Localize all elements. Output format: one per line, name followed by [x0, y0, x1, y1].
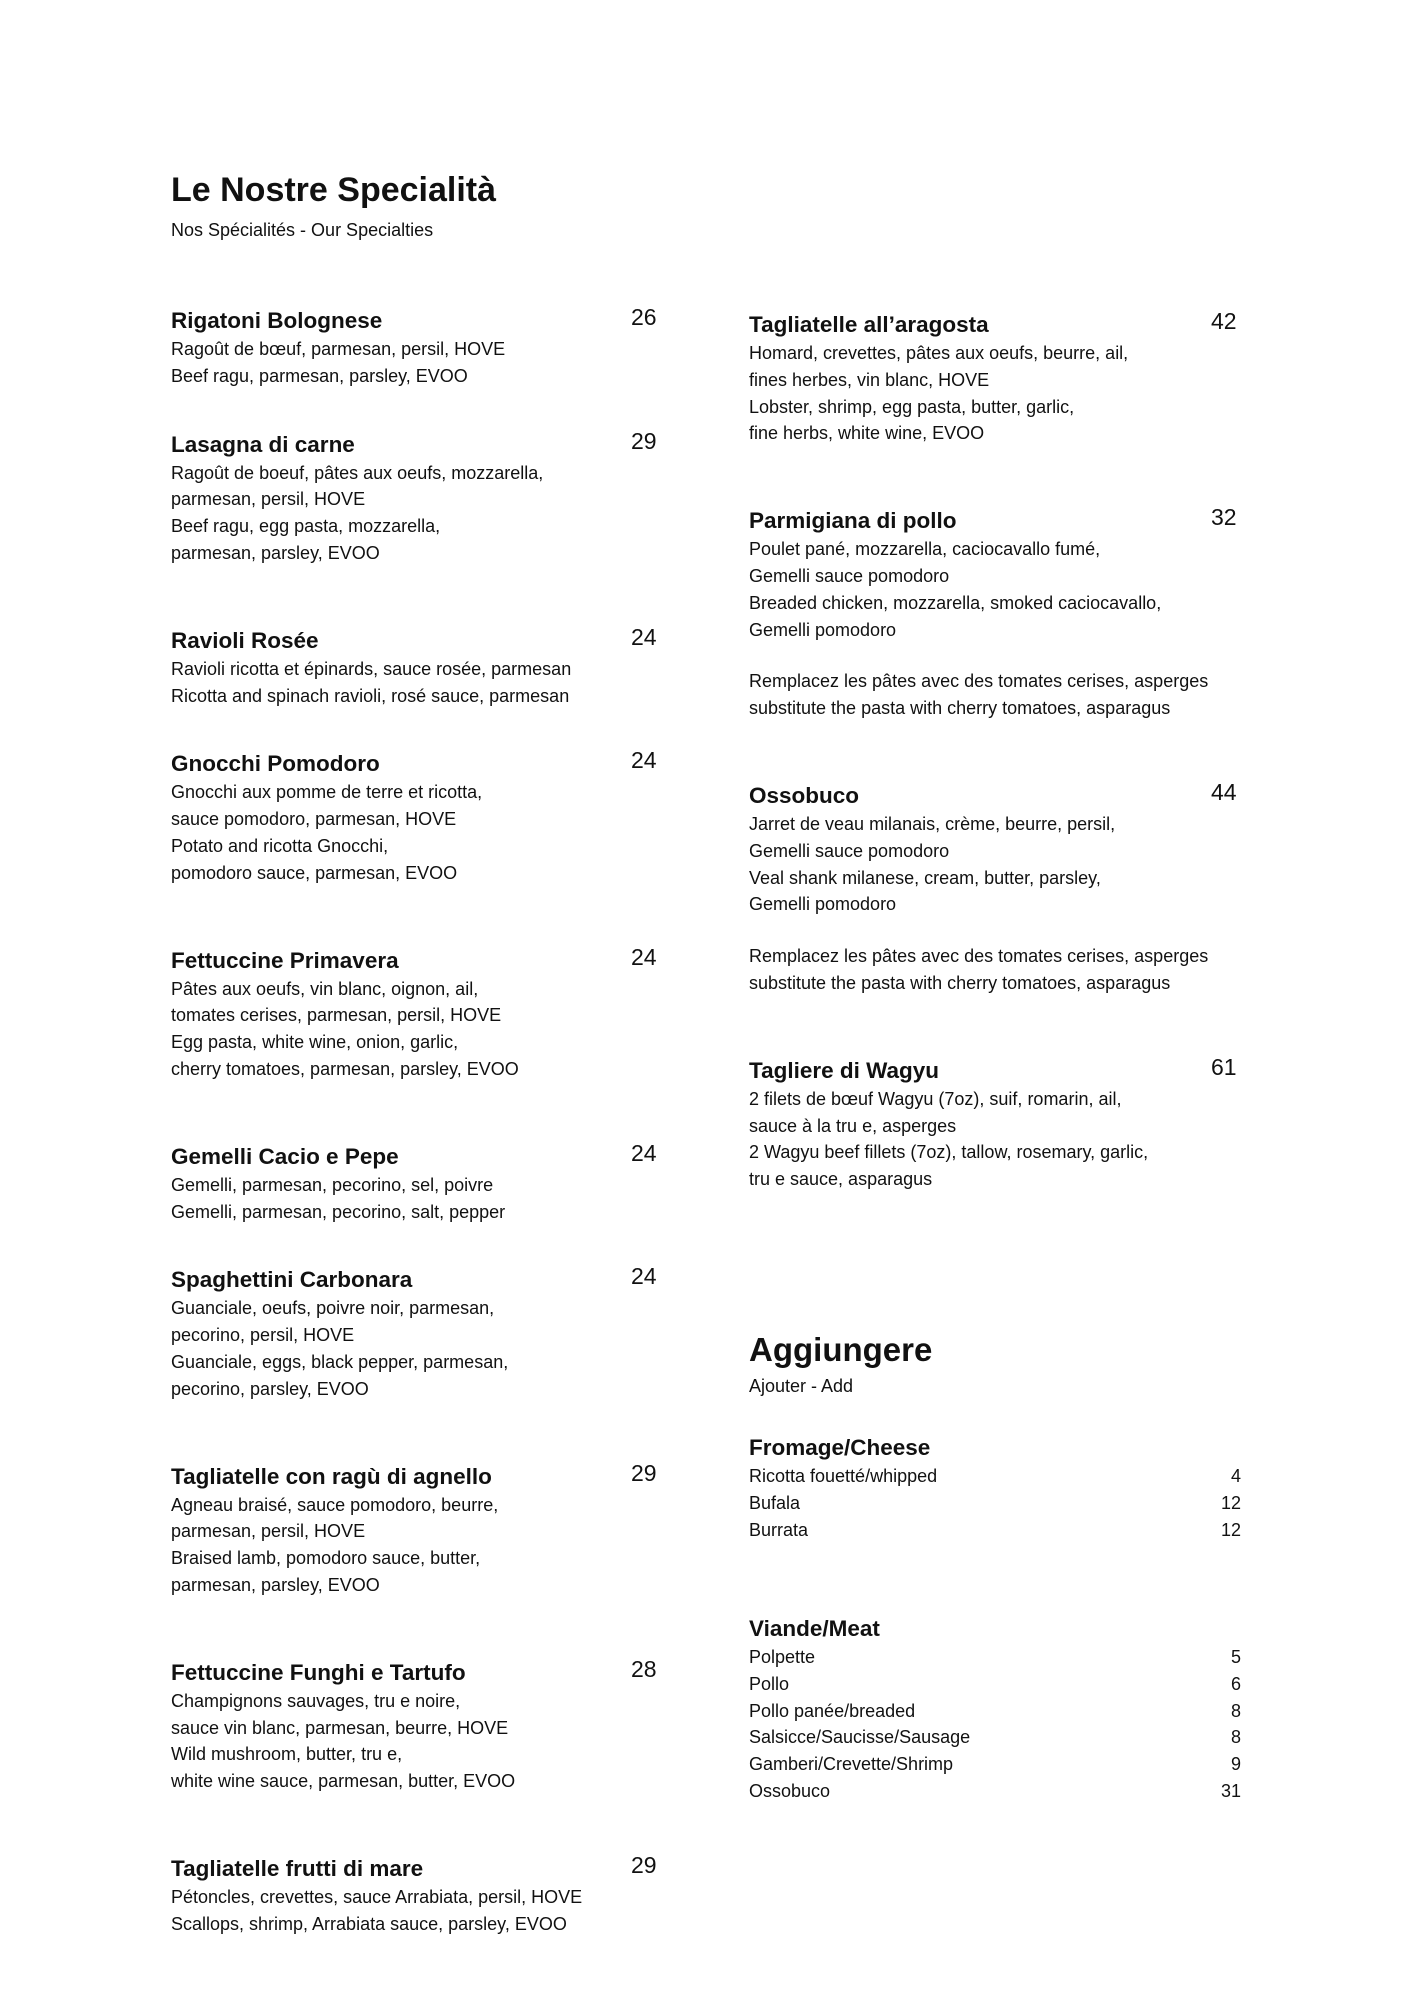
dish-price: 44	[1211, 778, 1237, 805]
dish-name: Rigatoni Bolognese	[171, 308, 383, 333]
dish-description-line: tomates cerises, parmesan, persil, HOVE	[171, 1005, 502, 1026]
dish-description-line: Pétoncles, crevettes, sauce Arrabiata, persil, HOVE	[171, 1886, 583, 1907]
dish-description-line: Ragoût de boeuf, pâtes aux oeufs, mozzarella,	[171, 462, 544, 483]
addons-subtitle: Ajouter - Add	[749, 1376, 854, 1396]
dish-name: Parmigiana di pollo	[749, 508, 957, 534]
dish-name: Tagliere di Wagyu	[749, 1057, 940, 1083]
dish-price: 29	[631, 1459, 657, 1486]
addon-price: 12	[1220, 1519, 1241, 1540]
addon-item	[749, 1490, 1241, 1517]
addon-price: 5	[1230, 1647, 1241, 1667]
addon-name: Gamberi/Crevette/Shrimp	[749, 1754, 954, 1775]
dish-name: Tagliatelle con ragù di agnello	[171, 1463, 492, 1489]
addon-name: Polpette	[749, 1647, 816, 1667]
addon-price: 12	[1220, 1492, 1241, 1513]
dish-price: 26	[631, 304, 657, 330]
dish-item	[749, 506, 1239, 722]
dish-price: 61	[1211, 1053, 1237, 1080]
dish-description-line: Gemelli pomodoro	[749, 619, 897, 640]
substitution-note: Remplacez les pâtes avec des tomates cerises, asperges	[749, 946, 1209, 967]
addon-item	[749, 1517, 1241, 1544]
dish-description-line: cherry tomatoes, parmesan, parsley, EVOO	[171, 1058, 519, 1079]
cheese-addon-group	[749, 1433, 1241, 1543]
dish-description-line: Gemelli pomodoro	[749, 894, 897, 915]
dish-description-line: Ragoût de bœuf, parmesan, persil, HOVE	[171, 339, 506, 359]
addon-price: 4	[1230, 1466, 1241, 1486]
substitution-note: substitute the pasta with cherry tomatoes, asparagus	[749, 698, 1171, 719]
dish-price: 42	[1211, 308, 1237, 334]
dish-name: Lasagna di carne	[171, 431, 355, 457]
dish-description-line: Gemelli, parmesan, pecorino, sel, poivre	[171, 1174, 494, 1195]
dish-description-line: parmesan, persil, HOVE	[171, 1521, 366, 1542]
dish-name: Tagliatelle frutti di mare	[171, 1855, 424, 1881]
dish-item	[171, 943, 661, 1083]
page-title: Le Nostre Specialità	[171, 171, 497, 209]
dish-description-line: tru e sauce, asparagus	[749, 1169, 933, 1190]
dish-description-line: sauce à la tru e, asperges	[749, 1115, 957, 1136]
dish-description-line: Guanciale, eggs, black pepper, parmesan,	[171, 1351, 509, 1372]
dish-description-line: parmesan, parsley, EVOO	[171, 542, 380, 563]
right-dish-column	[749, 310, 1239, 1193]
addon-item	[749, 1644, 1241, 1671]
dish-description-line: Gemelli, parmesan, pecorino, salt, pepper	[171, 1201, 506, 1222]
dish-description-line: Lobster, shrimp, egg pasta, butter, garlic,	[749, 396, 1075, 417]
dish-description-line: pomodoro sauce, parmesan, EVOO	[171, 862, 458, 883]
addon-price: 8	[1230, 1727, 1241, 1748]
addon-name: Pollo	[749, 1673, 790, 1694]
dish-name: Fettuccine Funghi e Tartufo	[171, 1659, 466, 1685]
dish-item	[171, 749, 661, 886]
addon-price: 31	[1220, 1780, 1241, 1801]
dish-description-line: Homard, crevettes, pâtes aux oeufs, beurre, ail,	[749, 343, 1129, 363]
addon-name: Ossobuco	[749, 1780, 831, 1801]
dish-item	[171, 1265, 661, 1402]
dish-description-line: Champignons sauvages, tru e noire,	[171, 1690, 461, 1711]
dish-item	[171, 623, 661, 710]
addon-price: 9	[1230, 1754, 1241, 1775]
addon-name: Salsicce/Saucisse/Sausage	[749, 1727, 971, 1748]
dish-item	[749, 310, 1239, 447]
dish-item	[749, 778, 1239, 997]
dish-description-line: pecorino, parsley, EVOO	[171, 1378, 369, 1399]
dish-description-line: Pâtes aux oeufs, vin blanc, oignon, ail,	[171, 978, 479, 999]
dish-price: 32	[1211, 504, 1237, 531]
dish-description-line: parmesan, parsley, EVOO	[171, 1574, 380, 1595]
addon-item	[749, 1698, 1241, 1725]
dish-price: 24	[631, 623, 657, 650]
substitution-note: substitute the pasta with cherry tomatoes, asparagus	[749, 972, 1171, 993]
page-subtitle: Nos Spécialités - Our Specialties	[171, 220, 434, 240]
dish-name: Spaghettini Carbonara	[171, 1267, 413, 1293]
dish-description-line: white wine sauce, parmesan, butter, EVOO	[171, 1771, 516, 1792]
dish-name: Gnocchi Pomodoro	[171, 751, 380, 777]
dish-name: Ravioli Rosée	[171, 627, 319, 653]
meat-addon-group	[749, 1614, 1241, 1805]
dish-description-line: fine herbs, white wine, EVOO	[749, 423, 985, 444]
left-dish-column	[171, 306, 661, 1938]
addon-item	[749, 1671, 1241, 1698]
dish-description-line: Guanciale, oeufs, poivre noir, parmesan,	[171, 1298, 495, 1319]
dish-price: 24	[631, 747, 657, 774]
addon-group-title: Fromage/Cheese	[749, 1435, 931, 1460]
addon-item	[749, 1751, 1241, 1778]
addon-item	[749, 1724, 1241, 1751]
dish-name: Ossobuco	[749, 782, 860, 808]
dish-price: 24	[631, 943, 657, 970]
dish-description-line: parmesan, persil, HOVE	[171, 489, 366, 510]
dish-description-line: Gemelli sauce pomodoro	[749, 840, 950, 861]
dish-item	[171, 1655, 661, 1795]
dish-item	[171, 1851, 661, 1938]
dish-item	[171, 1459, 661, 1599]
dish-description-line: 2 Wagyu beef fillets (7oz), tallow, rosemary, garlic,	[749, 1142, 1149, 1163]
addon-name: Pollo panée/breaded	[749, 1700, 916, 1721]
dish-description-line: Jarret de veau milanais, crème, beurre, persil,	[749, 813, 1116, 834]
dish-item	[171, 427, 661, 567]
dish-description-line: Wild mushroom, butter, tru e,	[171, 1744, 403, 1765]
dish-description-line: pecorino, persil, HOVE	[171, 1325, 355, 1346]
dish-description-line: Ricotta and spinach ravioli, rosé sauce, parmesan	[171, 685, 570, 706]
dish-item	[171, 306, 661, 390]
dish-description-line: Veal shank milanese, cream, butter, parsley,	[749, 867, 1101, 888]
dish-name: Fettuccine Primavera	[171, 947, 399, 973]
addon-price: 6	[1230, 1673, 1241, 1694]
dish-description-line: Egg pasta, white wine, onion, garlic,	[171, 1032, 459, 1053]
addons-title: Aggiungere	[749, 1331, 933, 1368]
dish-description-line: fines herbes, vin blanc, HOVE	[749, 369, 990, 390]
dish-price: 28	[631, 1655, 657, 1682]
dish-description-line: Braised lamb, pomodoro sauce, butter,	[171, 1548, 481, 1569]
dish-price: 29	[631, 427, 657, 454]
dish-name: Tagliatelle all’aragosta	[749, 312, 989, 337]
dish-name: Gemelli Cacio e Pepe	[171, 1143, 399, 1169]
addon-item	[749, 1778, 1241, 1805]
dish-description-line: sauce pomodoro, parmesan, HOVE	[171, 809, 457, 830]
dish-description-line: Beef ragu, parmesan, parsley, EVOO	[171, 365, 468, 386]
dish-description-line: Gemelli sauce pomodoro	[749, 565, 950, 586]
dish-description-line: Agneau braisé, sauce pomodoro, beurre,	[171, 1494, 499, 1515]
substitution-note: Remplacez les pâtes avec des tomates cerises, asperges	[749, 671, 1209, 692]
dish-description-line: Gnocchi aux pomme de terre et ricotta,	[171, 782, 483, 803]
addon-name: Burrata	[749, 1519, 809, 1540]
dish-description-line: Beef ragu, egg pasta, mozzarella,	[171, 516, 441, 537]
dish-price: 24	[631, 1263, 657, 1290]
dish-description-line: sauce vin blanc, parmesan, beurre, HOVE	[171, 1717, 509, 1738]
addon-price: 8	[1230, 1700, 1241, 1721]
addon-group-title: Viande/Meat	[749, 1616, 880, 1641]
dish-description-line: Scallops, shrimp, Arrabiata sauce, parsley, EVOO	[171, 1913, 567, 1934]
dish-item	[171, 1139, 661, 1226]
dish-description-line: Poulet pané, mozzarella, caciocavallo fumé,	[749, 539, 1101, 560]
dish-price: 24	[631, 1139, 657, 1166]
dish-description-line: Potato and ricotta Gnocchi,	[171, 835, 389, 856]
dish-price: 29	[631, 1851, 657, 1878]
dish-description-line: Ravioli ricotta et épinards, sauce rosée, parmesan	[171, 658, 572, 679]
addon-item	[749, 1463, 1241, 1490]
addon-name: Ricotta fouetté/whipped	[749, 1466, 938, 1486]
dish-description-line: 2 filets de bœuf Wagyu (7oz), suif, romarin, ail,	[749, 1088, 1122, 1109]
dish-description-line: Breaded chicken, mozzarella, smoked caciocavallo,	[749, 592, 1162, 613]
dish-item	[749, 1053, 1239, 1193]
addon-name: Bufala	[749, 1492, 801, 1513]
